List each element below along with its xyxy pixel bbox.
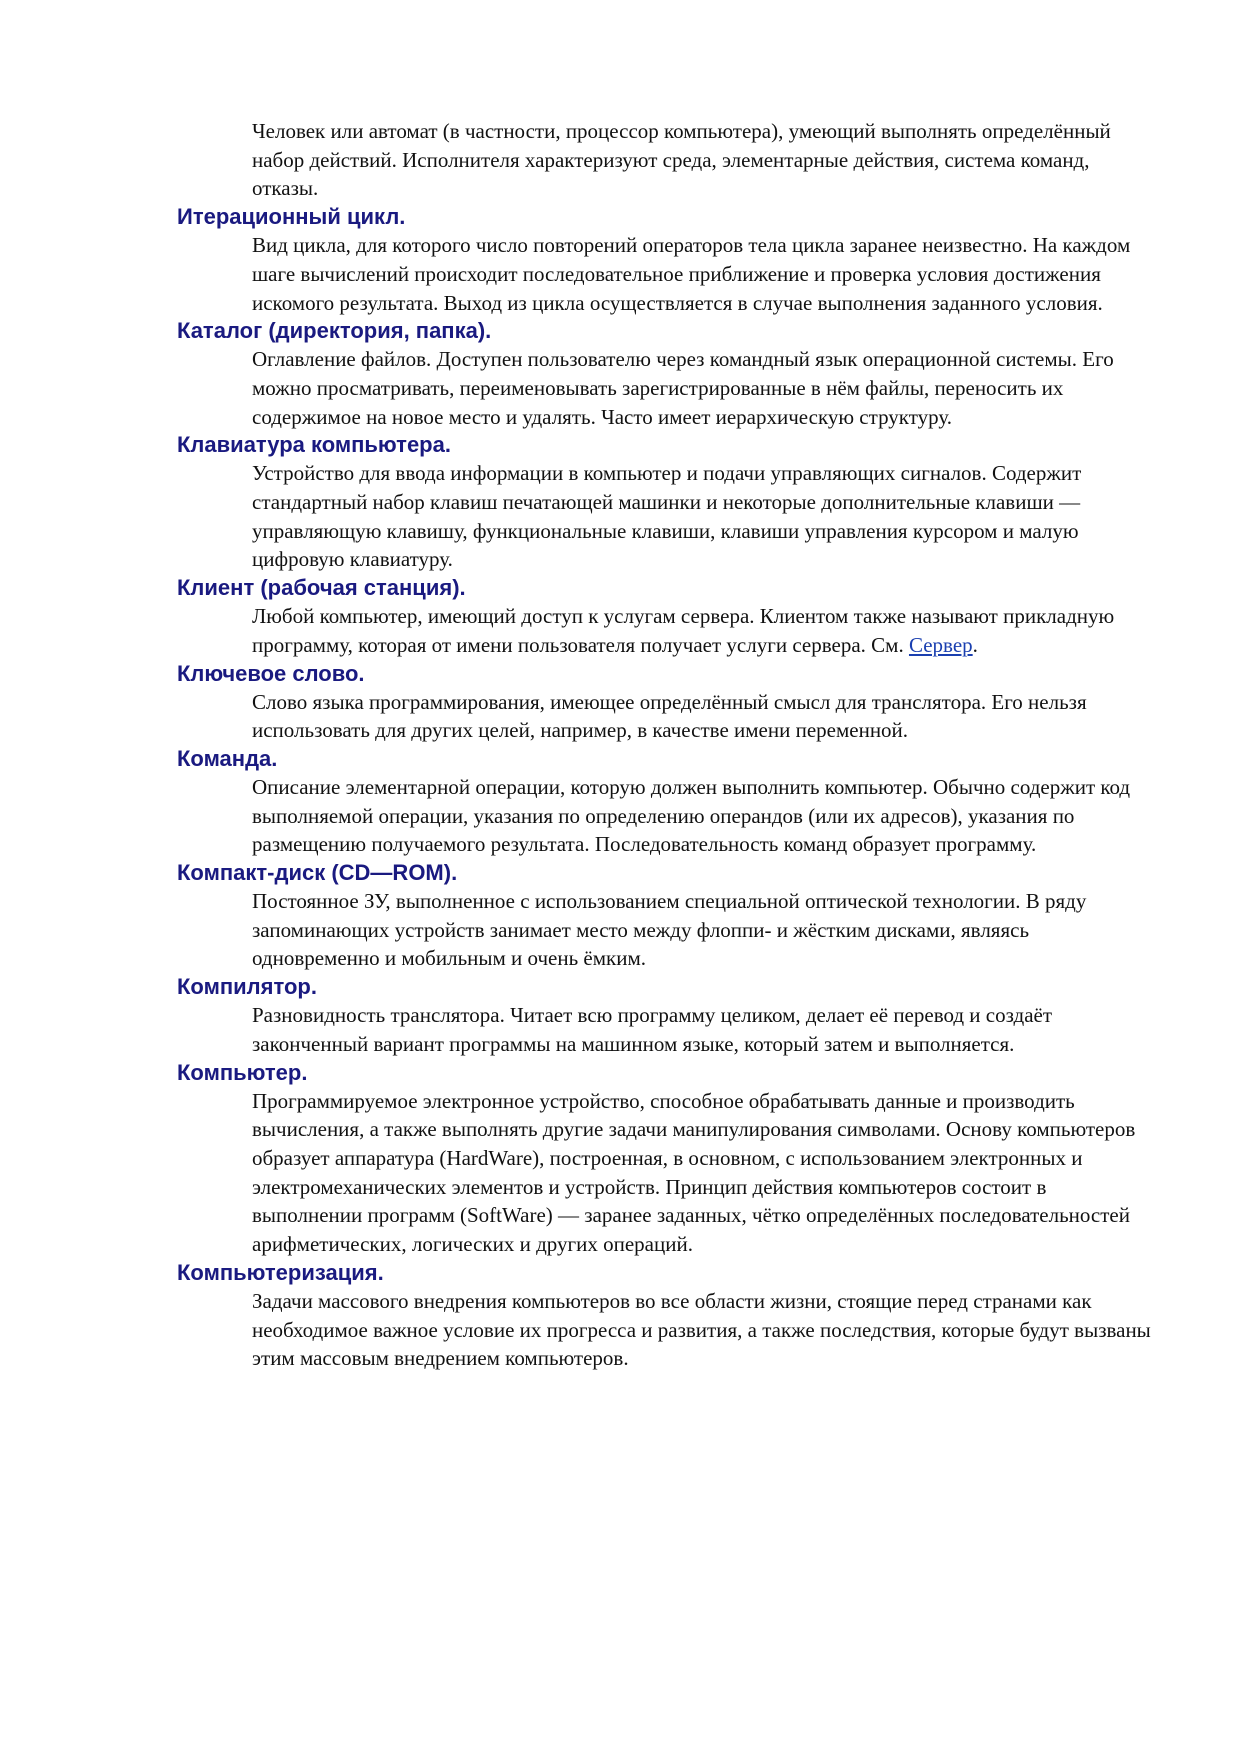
entry-term: Компилятор. (177, 974, 317, 1000)
entry-definition: Разновидность транслятора. Читает всю программу целиком, делает её перевод и создаёт законченный вариант программы на машинном языке, который затем и выполняется. (252, 1003, 1053, 1056)
glossary-entry-computer (177, 1059, 1157, 1259)
intro-definition: Человек или автомат (в частности, процессор компьютера), умеющий выполнять определённый набор действий. Исполнителя характеризуют среда, элементарные действия, система команд, отказы. (252, 119, 1111, 201)
glossary-entry-keyword (177, 660, 1157, 745)
entry-term: Каталог (директория, папка). (177, 318, 492, 344)
entry-term: Клиент (рабочая станция). (177, 575, 466, 601)
glossary-content (177, 117, 1157, 1373)
entry-term: Итерационный цикл. (177, 204, 406, 230)
entry-term: Компьютеризация. (177, 1259, 384, 1285)
glossary-entry-computerization (177, 1259, 1157, 1373)
entry-definition: Описание элементарной операции, которую должен выполнить компьютер. Обычно содержит код выполняемой операции, указания по определению операндов (или их адресов), указания по размещению получаемого результата. Последовательность команд образует программу. (252, 774, 1131, 857)
entry-definition: Оглавление файлов. Доступен пользователю через командный язык операционной системы. Его можно просматривать, переименовывать зарегистрированные в нём файлы, переносить их содержимое на новое место и удалять. Часто имеет иерархическую структуру. (252, 347, 1114, 429)
glossary-entry-command (177, 745, 1157, 859)
glossary-entry-catalog (177, 317, 1157, 431)
entry-definition: Устройство для ввода информации в компьютер и подачи управляющих сигналов. Содержит стандартный набор клавиш печатающей машинки и некоторые дополнительные клавиши — управляющую клавишу, функциональные клавиши, клавиши управления курсором и малую цифровую клавиатуру. (252, 461, 1082, 572)
entry-definition: Постоянное ЗУ, выполненное с использованием специальной оптической технологии. В ряду запоминающих устройств занимает место между флоппи- и жёстким дисками, являясь одновременно и мобильным и очень ёмким. (252, 889, 1087, 971)
entry-term: Клавиатура компьютера. (177, 432, 451, 458)
glossary-entry-client (177, 574, 1157, 659)
entry-definition: Задачи массового внедрения компьютеров во все области жизни, стоящие перед странами как необходимое важное условие их прогресса и развития, а также последствия, которые будут вызваны этим массовым внедрением компьютеров. (252, 1288, 1151, 1371)
server-link[interactable]: Сервер (908, 632, 973, 657)
entry-definition: Слово языка программирования, имеющее определённый смысл для транслятора. Его нельзя использовать для других целей, например, в качестве имени переменной. (252, 689, 1087, 743)
entry-term: Компакт-диск (CD—ROM). (177, 860, 458, 886)
glossary-entry-cd-rom (177, 859, 1157, 973)
entry-term: Ключевое слово. (177, 660, 365, 686)
definition-text: Любой компьютер, имеющий доступ к услугам сервера. Клиентом также называют прикладную программу, которая от имени пользователя получает услуги сервера. См. (252, 604, 1115, 657)
entry-definition: Вид цикла, для которого число повторений операторов тела цикла заранее неизвестно. На каждом шаге вычислений происходит последовательное приближение и проверка условия достижения искомого результата. Выход из цикла осуществляется в случае выполнения заданного условия. (252, 233, 1131, 315)
glossary-entry-compiler (177, 973, 1157, 1058)
entry-term: Команда. (177, 745, 278, 771)
entry-term: Компьютер. (177, 1059, 308, 1085)
glossary-entry-iterative-loop (177, 203, 1157, 317)
entry-definition (252, 602, 1157, 659)
glossary-entry-keyboard (177, 431, 1157, 574)
definition-suffix: . (972, 632, 978, 657)
entry-definition: Программируемое электронное устройство, способное обрабатывать данные и производить вычисления, а также выполнять другие задачи манипулирования символами. Основу компьютеров образует аппаратура (HardWare), построенная, в основном, с использованием электронных и электромеханических элементов и устройств. Принцип действия компьютеров состоит в выполнении программ (SoftWare) — заранее заданных, чётко определённых последовательностей арифметических, логических и других операций. (252, 1088, 1136, 1257)
